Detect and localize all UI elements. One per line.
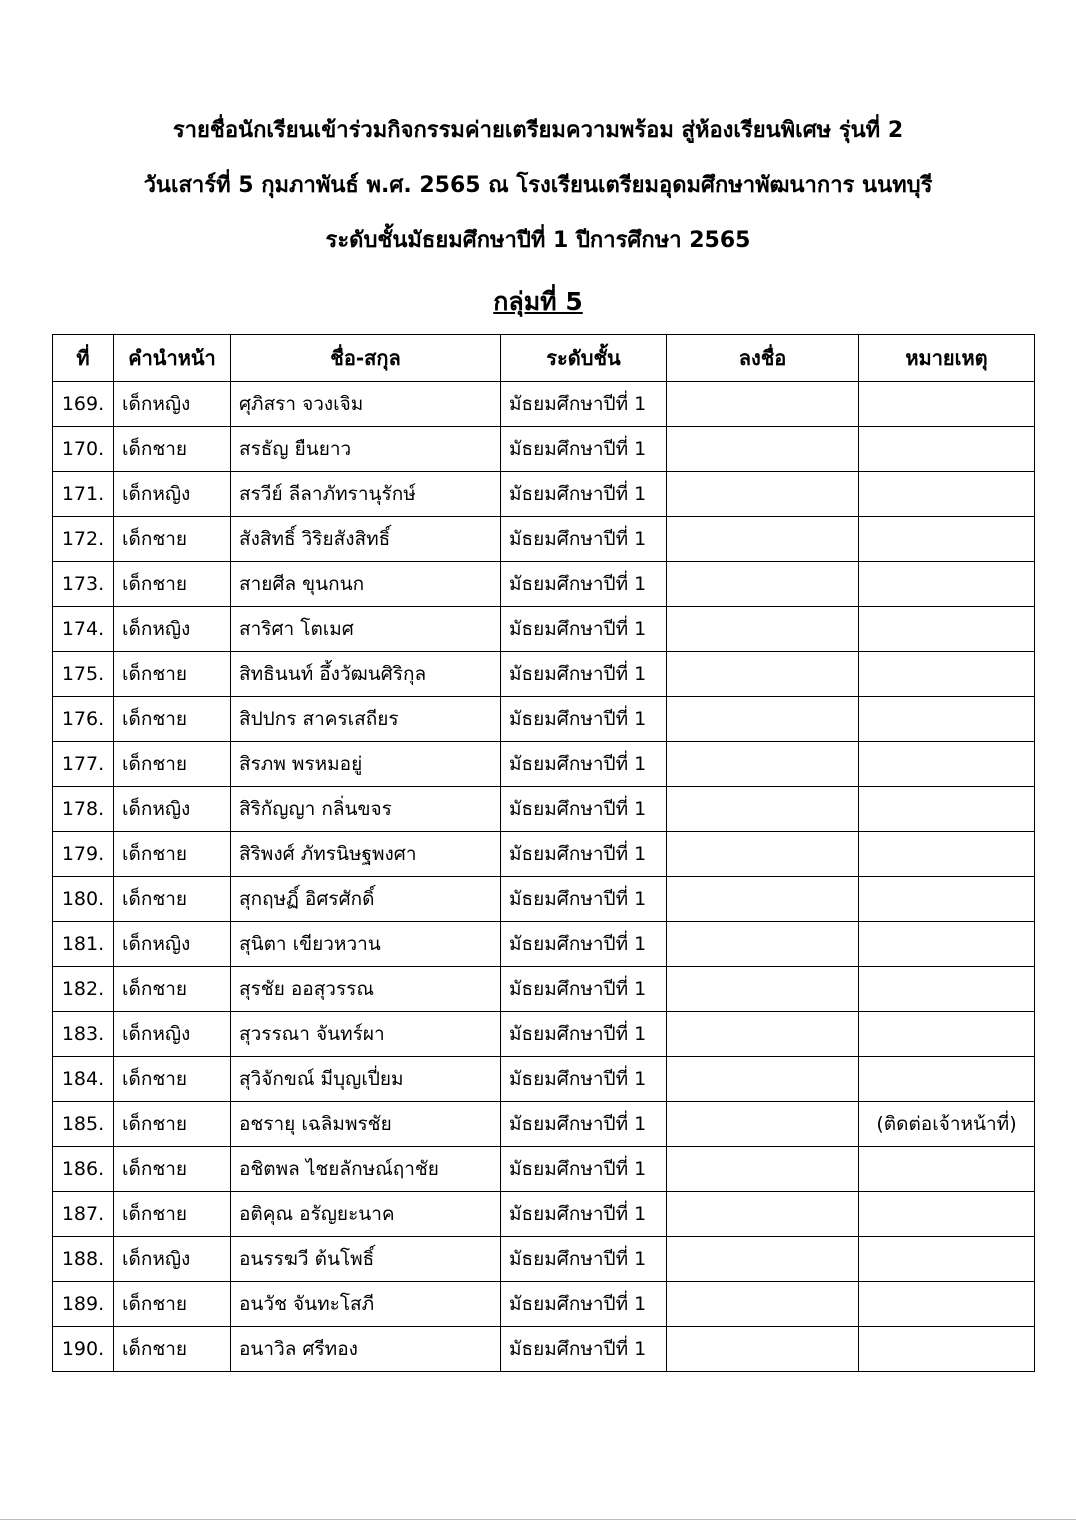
cell-number: 171. — [53, 472, 114, 517]
table-row — [53, 1012, 1035, 1057]
cell-remark: (ติดต่อเจ้าหน้าที่) — [859, 1102, 1035, 1147]
cell-level: มัธยมศึกษาปีที่ 1 — [501, 382, 667, 427]
cell-signature — [667, 427, 859, 472]
cell-name: สิริพงศ์ ภัทรนิษฐพงศา — [231, 832, 501, 877]
cell-number: 183. — [53, 1012, 114, 1057]
cell-name: สิรภพ พรหมอยู่ — [231, 742, 501, 787]
cell-prefix: เด็กหญิง — [114, 922, 231, 967]
cell-level: มัธยมศึกษาปีที่ 1 — [501, 1237, 667, 1282]
table-row — [53, 967, 1035, 1012]
cell-number: 188. — [53, 1237, 114, 1282]
cell-signature — [667, 652, 859, 697]
table-row — [53, 472, 1035, 517]
cell-level: มัธยมศึกษาปีที่ 1 — [501, 697, 667, 742]
title-line-1: รายชื่อนักเรียนเข้าร่วมกิจกรรมค่ายเตรียมความพร้อม สู่ห้องเรียนพิเศษ รุ่นที่ 2 — [172, 118, 904, 143]
cell-prefix: เด็กชาย — [114, 562, 231, 607]
group-title: กลุ่มที่ 5 — [493, 287, 583, 316]
table-row — [53, 877, 1035, 922]
cell-level: มัธยมศึกษาปีที่ 1 — [501, 562, 667, 607]
cell-prefix: เด็กชาย — [114, 652, 231, 697]
cell-level: มัธยมศึกษาปีที่ 1 — [501, 1282, 667, 1327]
cell-remark — [859, 1327, 1035, 1372]
cell-remark — [859, 787, 1035, 832]
table-row — [53, 697, 1035, 742]
cell-signature — [667, 967, 859, 1012]
cell-number: 175. — [53, 652, 114, 697]
table-row — [53, 1147, 1035, 1192]
cell-level: มัธยมศึกษาปีที่ 1 — [501, 652, 667, 697]
cell-prefix: เด็กหญิง — [114, 1012, 231, 1057]
table-row — [53, 1102, 1035, 1147]
cell-remark — [859, 922, 1035, 967]
column-header-level: ระดับชั้น — [501, 335, 667, 382]
table-row — [53, 1192, 1035, 1237]
cell-level: มัธยมศึกษาปีที่ 1 — [501, 1012, 667, 1057]
cell-remark — [859, 1282, 1035, 1327]
cell-remark — [859, 877, 1035, 922]
cell-signature — [667, 877, 859, 922]
cell-signature — [667, 517, 859, 562]
cell-remark — [859, 1012, 1035, 1057]
table-header-row — [53, 335, 1035, 382]
cell-level: มัธยมศึกษาปีที่ 1 — [501, 607, 667, 652]
table-row — [53, 922, 1035, 967]
cell-name: สิปปกร สาครเสถียร — [231, 697, 501, 742]
cell-name: สิริกัญญา กลิ่นขจร — [231, 787, 501, 832]
cell-prefix: เด็กชาย — [114, 697, 231, 742]
cell-number: 169. — [53, 382, 114, 427]
cell-remark — [859, 562, 1035, 607]
column-header-number: ที่ — [53, 335, 114, 382]
cell-name: อนาวิล ศรีทอง — [231, 1327, 501, 1372]
cell-name: สุกฤษฏิ์ อิศรศักดิ์ — [231, 877, 501, 922]
cell-number: 180. — [53, 877, 114, 922]
cell-name: อนรรฆวี ต้นโพธิ์ — [231, 1237, 501, 1282]
table-row — [53, 787, 1035, 832]
cell-prefix: เด็กหญิง — [114, 787, 231, 832]
table-row — [53, 1327, 1035, 1372]
cell-number: 185. — [53, 1102, 114, 1147]
cell-prefix: เด็กหญิง — [114, 472, 231, 517]
cell-remark — [859, 967, 1035, 1012]
cell-signature — [667, 922, 859, 967]
cell-name: ศุภิสรา จวงเจิม — [231, 382, 501, 427]
column-header-name: ชื่อ-สกุล — [231, 335, 501, 382]
cell-signature — [667, 742, 859, 787]
cell-name: สรธัญ ยืนยาว — [231, 427, 501, 472]
cell-remark — [859, 1192, 1035, 1237]
cell-level: มัธยมศึกษาปีที่ 1 — [501, 967, 667, 1012]
table-row — [53, 517, 1035, 562]
cell-prefix: เด็กชาย — [114, 742, 231, 787]
cell-number: 189. — [53, 1282, 114, 1327]
cell-name: อชิตพล ไชยลักษณ์ฤาชัย — [231, 1147, 501, 1192]
table-row — [53, 652, 1035, 697]
cell-level: มัธยมศึกษาปีที่ 1 — [501, 517, 667, 562]
cell-signature — [667, 787, 859, 832]
cell-signature — [667, 1147, 859, 1192]
cell-number: 182. — [53, 967, 114, 1012]
cell-signature — [667, 1192, 859, 1237]
cell-prefix: เด็กชาย — [114, 1282, 231, 1327]
cell-number: 176. — [53, 697, 114, 742]
cell-number: 190. — [53, 1327, 114, 1372]
title-line-3: ระดับชั้นมัธยมศึกษาปีที่ 1 ปีการศึกษา 2565 — [325, 228, 751, 253]
cell-name: อนวัช จันทะโสภี — [231, 1282, 501, 1327]
cell-prefix: เด็กชาย — [114, 1102, 231, 1147]
cell-signature — [667, 1012, 859, 1057]
cell-prefix: เด็กชาย — [114, 1147, 231, 1192]
title-line-2: วันเสาร์ที่ 5 กุมภาพันธ์ พ.ศ. 2565 ณ โรงเรียนเตรียมอุดมศึกษาพัฒนาการ นนทบุรี — [143, 173, 933, 198]
cell-number: 181. — [53, 922, 114, 967]
cell-number: 186. — [53, 1147, 114, 1192]
cell-name: สังสิทธิ์ วิริยสังสิทธิ์ — [231, 517, 501, 562]
cell-number: 177. — [53, 742, 114, 787]
cell-level: มัธยมศึกษาปีที่ 1 — [501, 427, 667, 472]
cell-signature — [667, 607, 859, 652]
cell-number: 178. — [53, 787, 114, 832]
cell-number: 170. — [53, 427, 114, 472]
column-header-prefix: คำนำหน้า — [114, 335, 231, 382]
cell-remark — [859, 1237, 1035, 1282]
cell-remark — [859, 742, 1035, 787]
cell-remark — [859, 382, 1035, 427]
cell-number: 179. — [53, 832, 114, 877]
table-row — [53, 562, 1035, 607]
cell-signature — [667, 562, 859, 607]
cell-signature — [667, 1057, 859, 1102]
cell-remark — [859, 517, 1035, 562]
cell-prefix: เด็กหญิง — [114, 1237, 231, 1282]
cell-name: สิทธินนท์ อึ้งวัฒนศิริกุล — [231, 652, 501, 697]
cell-prefix: เด็กชาย — [114, 1057, 231, 1102]
cell-name: สุรชัย ออสุวรรณ — [231, 967, 501, 1012]
cell-remark — [859, 472, 1035, 517]
cell-level: มัธยมศึกษาปีที่ 1 — [501, 922, 667, 967]
cell-name: สุวรรณา จันทร์ผา — [231, 1012, 501, 1057]
cell-prefix: เด็กหญิง — [114, 382, 231, 427]
table-row — [53, 607, 1035, 652]
cell-remark — [859, 427, 1035, 472]
cell-name: สาริศา โตเมศ — [231, 607, 501, 652]
cell-prefix: เด็กหญิง — [114, 607, 231, 652]
cell-level: มัธยมศึกษาปีที่ 1 — [501, 1057, 667, 1102]
student-roster-table — [52, 334, 1035, 1372]
cell-number: 184. — [53, 1057, 114, 1102]
table-row — [53, 742, 1035, 787]
cell-name: สุนิตา เขียวหวาน — [231, 922, 501, 967]
cell-signature — [667, 697, 859, 742]
cell-signature — [667, 1237, 859, 1282]
cell-prefix: เด็กชาย — [114, 517, 231, 562]
table-row — [53, 382, 1035, 427]
cell-level: มัธยมศึกษาปีที่ 1 — [501, 472, 667, 517]
table-row — [53, 1237, 1035, 1282]
table-body — [53, 382, 1035, 1372]
cell-level: มัธยมศึกษาปีที่ 1 — [501, 1192, 667, 1237]
cell-prefix: เด็กชาย — [114, 832, 231, 877]
cell-number: 173. — [53, 562, 114, 607]
cell-level: มัธยมศึกษาปีที่ 1 — [501, 787, 667, 832]
cell-level: มัธยมศึกษาปีที่ 1 — [501, 1147, 667, 1192]
cell-level: มัธยมศึกษาปีที่ 1 — [501, 1102, 667, 1147]
cell-prefix: เด็กชาย — [114, 1192, 231, 1237]
cell-number: 187. — [53, 1192, 114, 1237]
table-row — [53, 1057, 1035, 1102]
cell-signature — [667, 832, 859, 877]
cell-signature — [667, 1327, 859, 1372]
cell-remark — [859, 652, 1035, 697]
cell-name: อชรายุ เฉลิมพรชัย — [231, 1102, 501, 1147]
cell-signature — [667, 472, 859, 517]
cell-prefix: เด็กชาย — [114, 427, 231, 472]
cell-name: สรวีย์ ลีลาภัทรานุรักษ์ — [231, 472, 501, 517]
cell-signature — [667, 1282, 859, 1327]
cell-signature — [667, 382, 859, 427]
cell-remark — [859, 1057, 1035, 1102]
cell-level: มัธยมศึกษาปีที่ 1 — [501, 742, 667, 787]
cell-name: สายศีล ขุนกนก — [231, 562, 501, 607]
cell-name: สุวิจักขณ์ มีบุญเปี่ยม — [231, 1057, 501, 1102]
cell-number: 172. — [53, 517, 114, 562]
table-row — [53, 832, 1035, 877]
cell-prefix: เด็กชาย — [114, 877, 231, 922]
cell-signature — [667, 1102, 859, 1147]
cell-name: อติคุณ อรัญยะนาค — [231, 1192, 501, 1237]
cell-remark — [859, 832, 1035, 877]
cell-level: มัธยมศึกษาปีที่ 1 — [501, 1327, 667, 1372]
cell-remark — [859, 1147, 1035, 1192]
column-header-signature: ลงชื่อ — [667, 335, 859, 382]
page-bottom-edge — [0, 1519, 1076, 1520]
cell-remark — [859, 697, 1035, 742]
column-header-remark: หมายเหตุ — [859, 335, 1035, 382]
cell-prefix: เด็กชาย — [114, 967, 231, 1012]
table-row — [53, 1282, 1035, 1327]
cell-level: มัธยมศึกษาปีที่ 1 — [501, 832, 667, 877]
cell-remark — [859, 607, 1035, 652]
cell-prefix: เด็กชาย — [114, 1327, 231, 1372]
cell-level: มัธยมศึกษาปีที่ 1 — [501, 877, 667, 922]
table-row — [53, 427, 1035, 472]
cell-number: 174. — [53, 607, 114, 652]
